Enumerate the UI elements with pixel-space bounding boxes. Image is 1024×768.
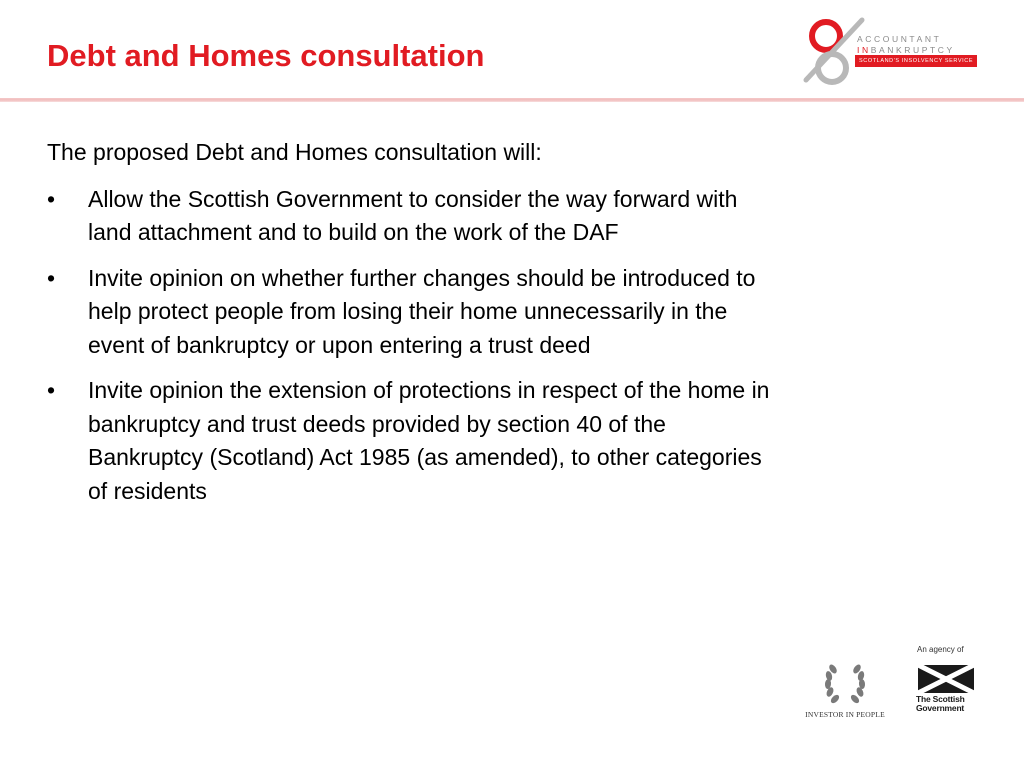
aib-in-accent: IN bbox=[857, 45, 871, 55]
accountant-in-bankruptcy-logo bbox=[800, 14, 990, 90]
bullet-text: Invite opinion on whether further changes should be introduced to help protect people from losing their home unnecessarily in the event of bankruptcy or upon entering a trust deed bbox=[88, 264, 756, 358]
iip-label: INVESTOR IN PEOPLE bbox=[805, 710, 885, 719]
bullet-item bbox=[47, 262, 777, 363]
aib-bankruptcy-word: BANKRUPTCY bbox=[870, 45, 955, 55]
bullet-text: Allow the Scottish Government to consider the way forward with land attachment and to build on the work of the DAF bbox=[88, 185, 738, 245]
aib-line-bankruptcy bbox=[857, 45, 955, 55]
laurel-wreath-icon bbox=[800, 655, 890, 709]
title-divider bbox=[0, 98, 1024, 102]
agency-of-label: An agency of bbox=[917, 645, 964, 654]
agency-name-line1: The Scottish bbox=[916, 694, 965, 704]
bullet-dot-icon: • bbox=[47, 185, 56, 212]
bullet-text: Invite opinion the extension of protections in respect of the home in bankruptcy and trust deeds provided by section 40 of the Bankruptcy (Scotland) Act 1985 (as amended), to other categories of residents bbox=[88, 377, 770, 504]
bullet-list bbox=[47, 183, 777, 509]
bullet-item bbox=[47, 374, 777, 508]
bullet-item bbox=[47, 183, 777, 250]
bullet-dot-icon: • bbox=[47, 264, 56, 291]
slide-title: Debt and Homes consultation bbox=[47, 38, 485, 73]
slide-body bbox=[47, 136, 777, 520]
bullet-dot-icon: • bbox=[47, 377, 56, 403]
saltire-flag-icon bbox=[918, 665, 974, 693]
scottish-government-name bbox=[916, 695, 965, 713]
intro-text: The proposed Debt and Homes consultation will: bbox=[47, 139, 542, 165]
scottish-government-logo bbox=[912, 645, 982, 725]
aib-line-accountant: ACCOUNTANT bbox=[857, 34, 942, 44]
aib-tagline: SCOTLAND'S INSOLVENCY SERVICE bbox=[855, 55, 977, 67]
agency-name-line2: Government bbox=[916, 703, 965, 713]
investor-in-people-logo bbox=[800, 655, 890, 725]
